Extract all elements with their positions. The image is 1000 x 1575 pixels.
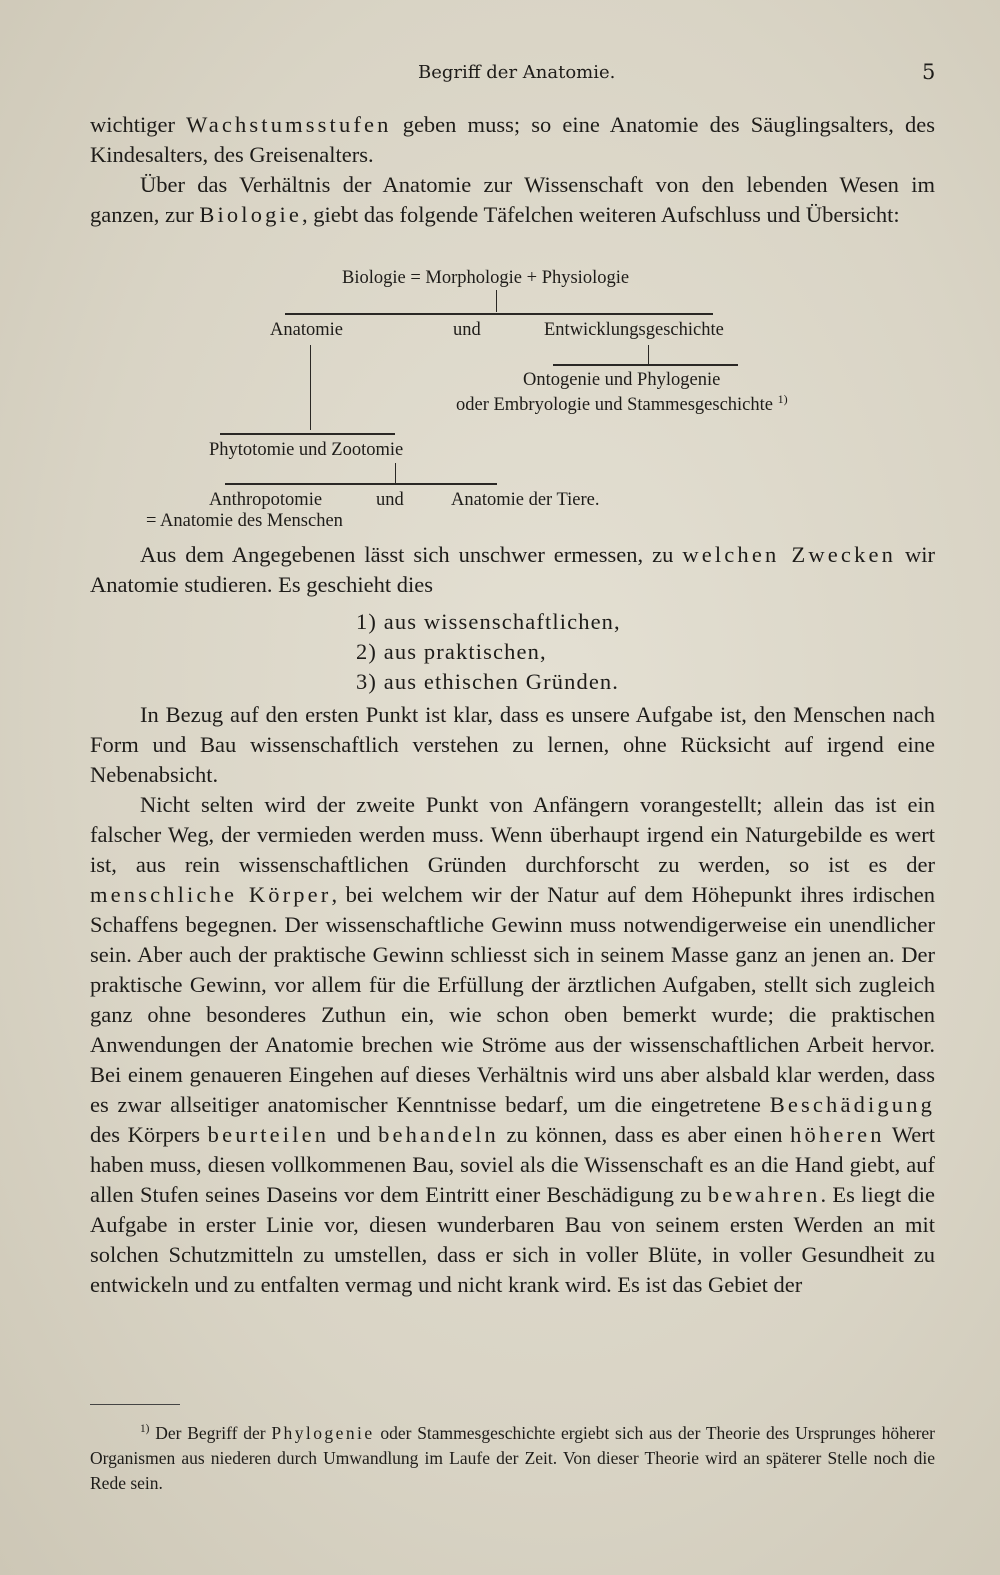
connector-line: [496, 290, 497, 312]
bracket-line: [225, 483, 497, 485]
emphasized-term: menschliche Körper: [90, 882, 332, 907]
text-run: zu können, dass es aber einen: [498, 1122, 791, 1147]
text-run: geben muss; so eine Anatomie des Säuglingsalters, des Kindesalters, des Greisenalters.: [90, 112, 936, 167]
paragraph: [90, 110, 935, 170]
list-item: 3) aus ethischen Gründen.: [356, 669, 620, 694]
bracket-line: [220, 433, 395, 435]
biology-equation: Biologie = Morphologie + Physiologie: [342, 268, 630, 288]
footnote-rule: [90, 1404, 180, 1405]
label-anatomie: Anatomie: [270, 320, 343, 340]
emphasized-term: beurteilen: [207, 1122, 330, 1147]
label-phytotomie-zootomie: Phytotomie und Zootomie: [209, 440, 404, 460]
text-run: wir Anatomie studieren. Es geschieht dies: [90, 542, 935, 597]
text-run: Der Begriff der: [149, 1422, 272, 1443]
list-item: 1) aus wissenschaftlichen,: [356, 609, 621, 634]
text-run: , giebt das folgende Täfelchen weiteren Aufschluss und Übersicht:: [302, 202, 900, 227]
label-embryologie: [456, 392, 788, 416]
emphasized-term: welchen Zwecken: [682, 542, 897, 567]
emphasized-term: Wachstumsstufen: [186, 112, 392, 137]
paragraph: [90, 170, 935, 230]
emphasized-term: Biologie: [199, 202, 303, 227]
text-run: , bei welchem wir der Natur auf dem Höhepunkt ihres irdischen Schaffens begegnen. Der wissenschaftliche Gewinn muss notwendigerweise ein unendlicher sein. Aber auch der praktische Gewinn schliesst sich in seinem Masse ganz an jenen an. Der praktische Gewinn, vor allem für die Erfüllung der ärztlichen Aufgaben, stellt sich zugleich ganz ohne besonderes Zuthun ein, wie schon oben bemerkt wurde; die praktischen Anwendungen der Anatomie brechen wie Ströme aus der wissenschaftlichen Arbeit hervor. Bei einem genaueren Eingehen auf dieses Verhältnis wird uns aber alsbald klar werden, dass es zwar allseitiger anatomischer Kenntnisse bedarf, um die eingetretene: [90, 882, 935, 1117]
text-run: Über das Verhältnis der Anatomie zur Wissenschaft von den lebenden Wesen im ganzen, zur: [90, 172, 935, 227]
text-run: wichtiger: [90, 112, 187, 137]
paragraph: [90, 540, 935, 600]
intro-text: [90, 110, 935, 230]
text-run: Wert haben muss, diesen vollkommenen Bau, soviel als die Wissenschaft es an die Hand giebt, auf allen Stufen seines Daseins vor dem Eintritt einer Beschädigung zu: [90, 1122, 936, 1207]
label-ontogenie-phylogenie: Ontogenie und Phylogenie: [523, 370, 721, 390]
paragraph: [90, 1417, 935, 1496]
main-text: [90, 700, 935, 1300]
emphasized-term: Phylogenie: [271, 1422, 375, 1443]
running-title: Begriff der Anatomie.: [418, 62, 616, 83]
text-run: und: [329, 1122, 379, 1147]
label-entwicklungsgeschichte: Entwicklungsgeschichte: [544, 320, 724, 340]
footnote-mark: 1): [140, 1423, 150, 1435]
text-run: . Es liegt die Aufgabe in erster Linie vor, diesen wunderbaren Bau von seinem ersten Werden an mit solchen Schutzmitteln zu umstellen, dass er sich in voller Blüte, in voller Gesundheit zu entwickeln und zu entfalten vermag und nicht krank wird. Es ist das Gebiet der: [90, 1182, 936, 1297]
emphasized-term: Beschädigung: [769, 1092, 935, 1117]
text-run: oder Stammesgeschichte ergiebt sich aus der Theorie des Ursprunges höherer Organismen aus niederen durch Umwandlung im Laufe der Zeit. Von dieser Theorie wird an späterer Stelle noch die Rede sein.: [90, 1422, 936, 1493]
label-anatomie-menschen: = Anatomie des Menschen: [146, 511, 343, 531]
emphasized-term: behandeln: [378, 1122, 499, 1147]
connector-line: [395, 463, 396, 483]
footnote: [90, 1417, 935, 1496]
label-und: und: [453, 320, 481, 340]
list-item: 2) aus praktischen,: [356, 639, 547, 664]
text-run: Aus dem Angegebenen lässt sich unschwer ermessen, zu: [140, 542, 683, 567]
text-run: oder Embryologie und Stammesgeschichte: [456, 395, 773, 416]
text-run: Nicht selten wird der zweite Punkt von Anfängern vorangestellt; allein das ist ein falscher Weg, der vermieden werden muss. Wenn überhaupt irgend ein Naturgebilde es wert ist, aus rein wissenschaftlichen Gründen durchforscht zu werden, so ist es der: [90, 792, 935, 877]
paragraph: In Bezug auf den ersten Punkt ist klar, dass es unsere Aufgabe ist, den Menschen nach Form und Bau wissenschaftlich verstehen zu lernen, ohne Rücksicht auf irgend eine Nebenabsicht.: [90, 702, 935, 787]
bracket-line: [285, 313, 713, 315]
label-anatomie-tiere: Anatomie der Tiere.: [451, 490, 600, 510]
purpose-paragraph: [90, 540, 935, 600]
label-anthropotomie: Anthropotomie: [209, 490, 323, 510]
page-number: 5: [922, 60, 936, 84]
label-und: und: [376, 490, 404, 510]
bracket-line: [553, 364, 738, 366]
connector-line: [648, 345, 649, 365]
reasons-list: [356, 607, 621, 697]
emphasized-term: höheren: [790, 1122, 885, 1147]
footnote-mark: 1): [777, 392, 788, 406]
text-run: des Körpers: [90, 1122, 208, 1147]
paragraph: [90, 790, 935, 1300]
emphasized-term: bewahren: [707, 1182, 821, 1207]
connector-line: [310, 345, 311, 430]
